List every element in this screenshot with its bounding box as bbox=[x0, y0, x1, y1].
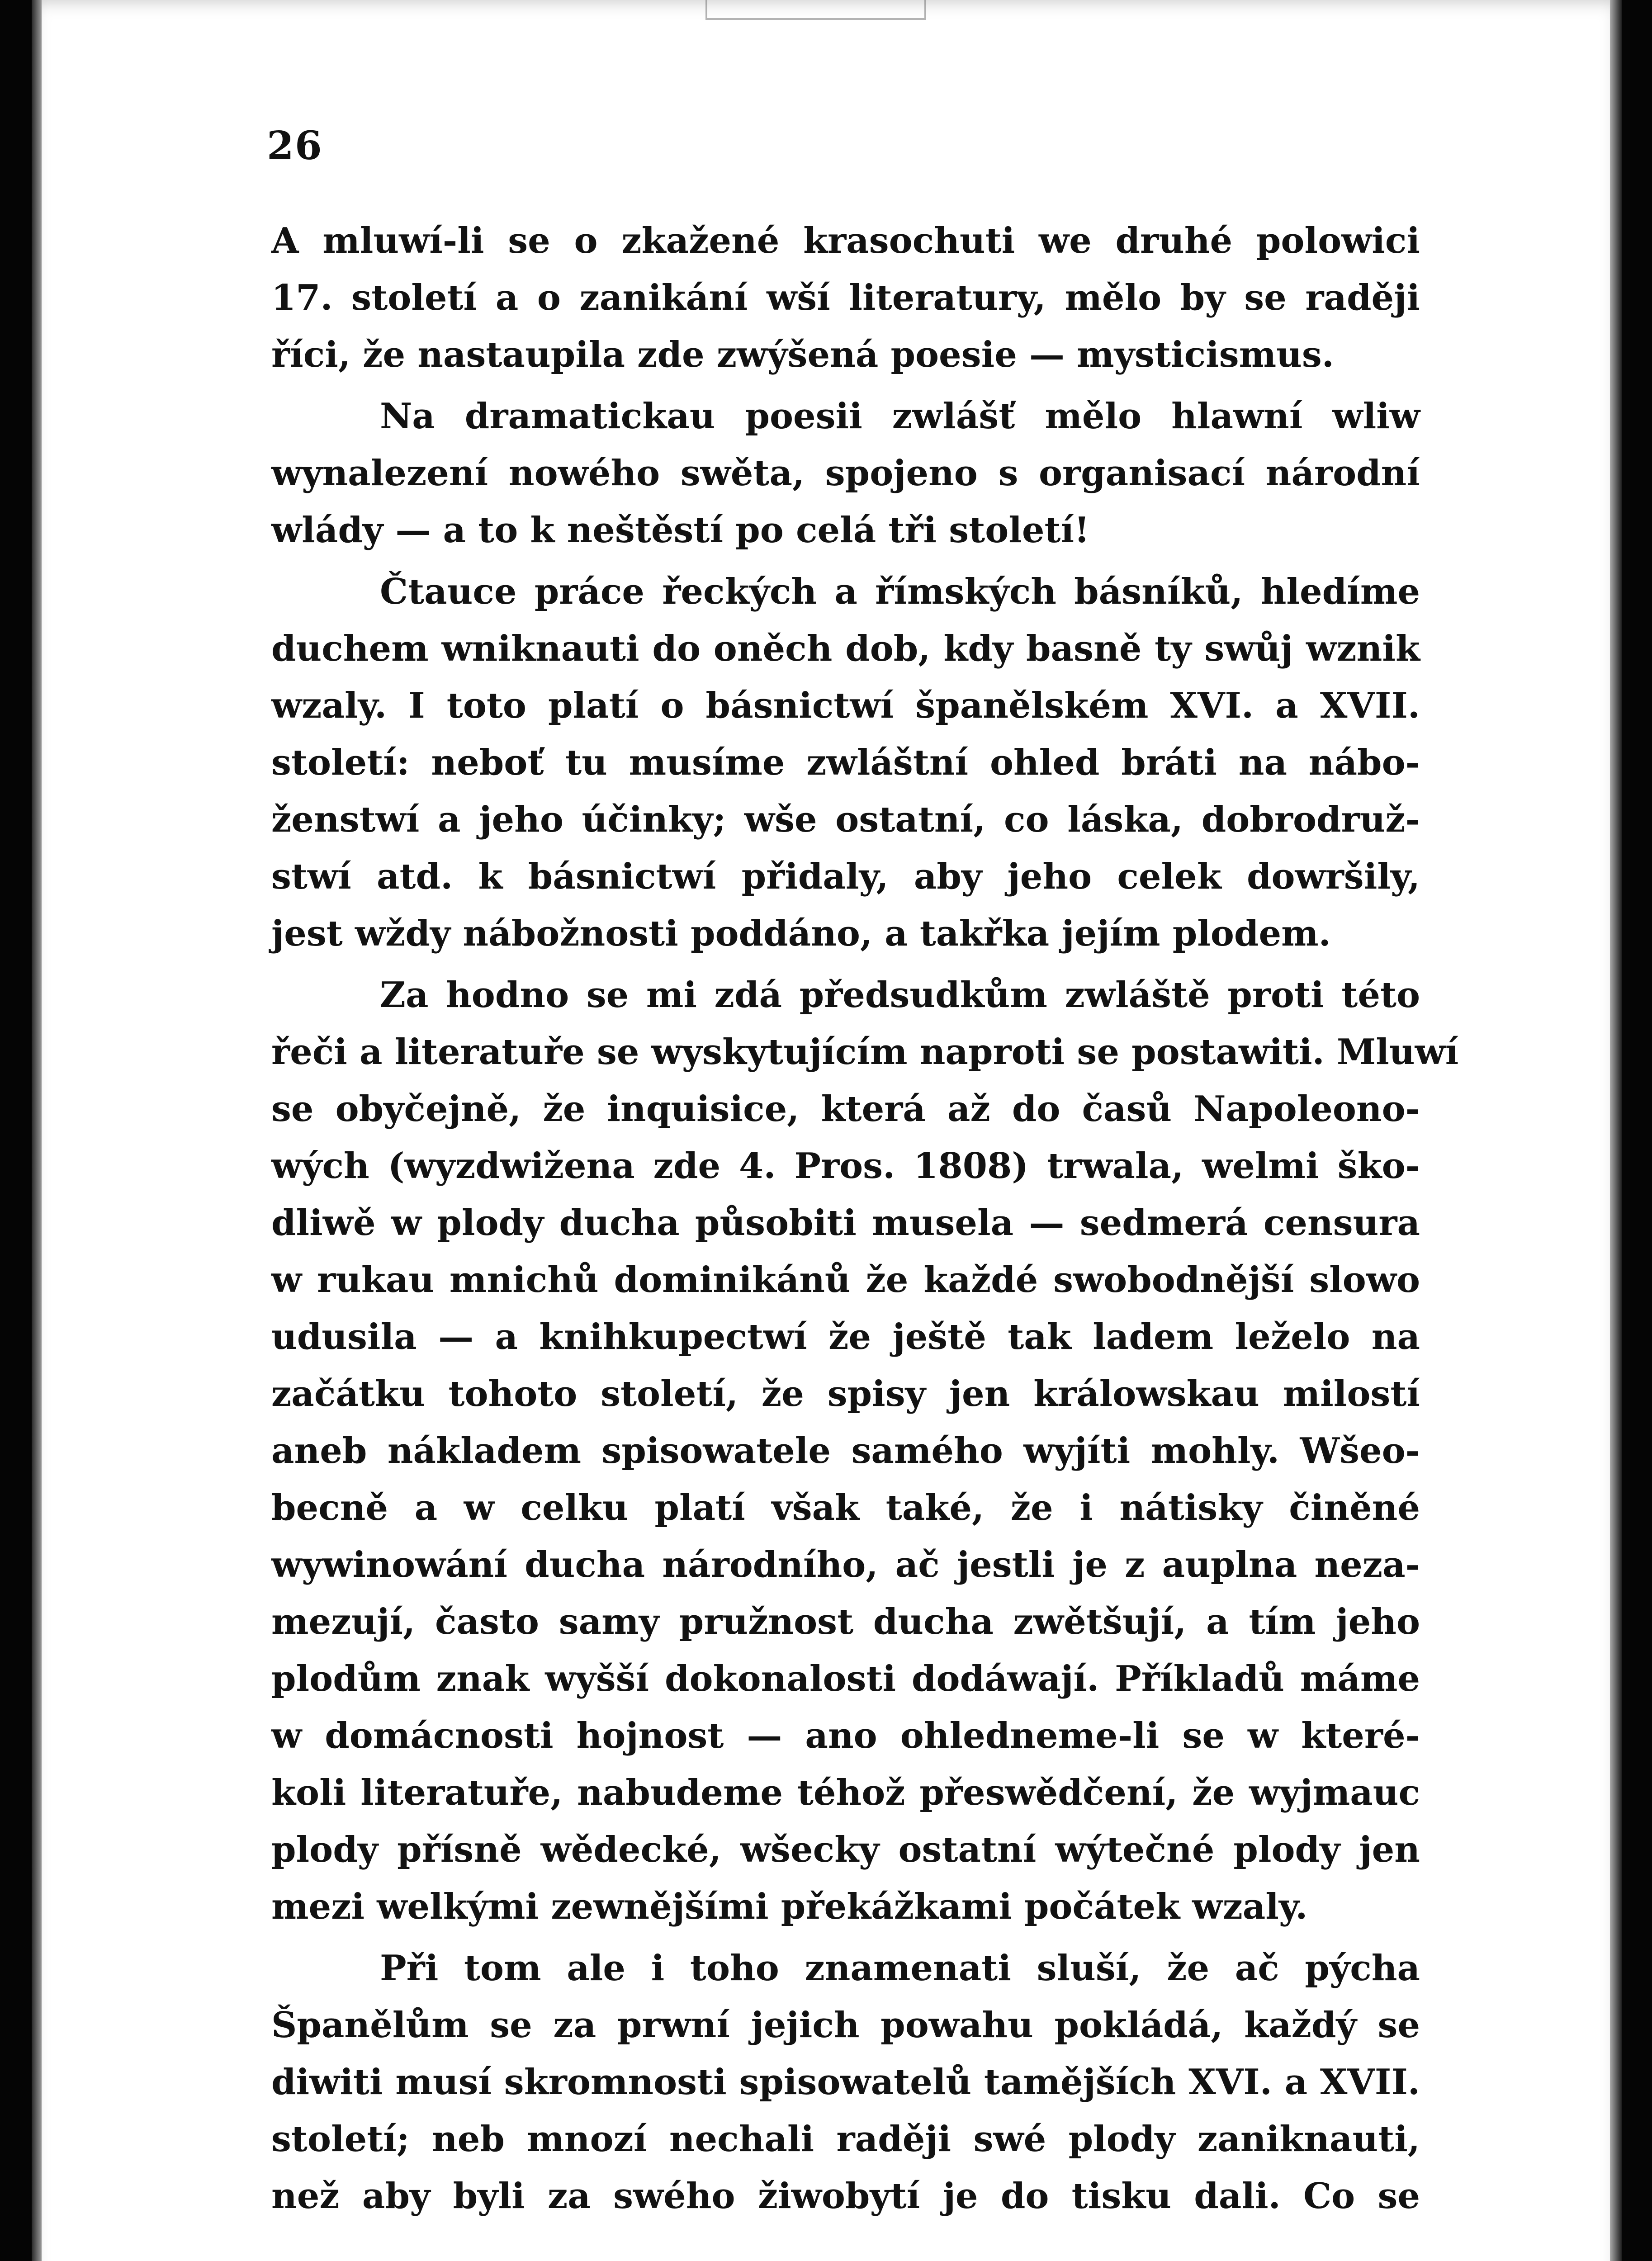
text-line: wywinowání ducha národního, ač jestli je z auplna neza- bbox=[271, 1544, 1420, 1585]
text-line: wzaly. I toto platí o básnictwí španělském XVI. a XVII. bbox=[271, 685, 1420, 726]
text-line: wých (wyzdwižena zde 4. Pros. 1808) trwala, welmi ško- bbox=[271, 1145, 1420, 1187]
text-line: začátku tohoto století, že spisy jen králowskau milostí bbox=[271, 1373, 1420, 1414]
text-line: mezují, často samy pružnost ducha zwětšují, a tím jeho bbox=[271, 1601, 1420, 1642]
text-line: diwiti musí skromnosti spisowatelů tamějších XVI. a XVII. bbox=[271, 2062, 1420, 2103]
text-line: stwí atd. k básnictwí přidaly, aby jeho celek dowršily, bbox=[271, 856, 1420, 897]
page-left-edge bbox=[32, 0, 42, 2261]
text-line: aneb nákladem spisowatele samého wyjíti mohly. Wšeo- bbox=[271, 1430, 1420, 1471]
text-line: w domácnosti hojnost — ano ohledneme-li se w které- bbox=[271, 1715, 1420, 1756]
text-line: se obyčejně, že inquisice, která až do časů Napoleono- bbox=[271, 1088, 1420, 1130]
text-line: Za hodno se mi zdá předsudkům zwláště proti této bbox=[380, 974, 1420, 1016]
text-line: století; neb mnozí nechali raději swé plody zaniknauti, bbox=[271, 2119, 1420, 2160]
text-line: Při tom ale i toho znamenati sluší, že ač pýcha bbox=[380, 1948, 1420, 1989]
text-line: ženstwí a jeho účinky; wše ostatní, co láska, dobrodruž- bbox=[271, 799, 1420, 840]
text-line: než aby byli za swého žiwobytí je do tisku dali. Co se bbox=[271, 2176, 1420, 2217]
text-line: řeči a literatuře se wyskytujícím naproti se postawiti. Mluwí bbox=[271, 1031, 1459, 1073]
text-line: Na dramatickau poesii zwlášť mělo hlawní wliw bbox=[380, 396, 1420, 437]
text-line: dliwě w plody ducha působiti musela — sedmerá censura bbox=[271, 1202, 1420, 1244]
text-line: duchem wniknauti do oněch dob, kdy basně ty swůj wznik bbox=[271, 628, 1420, 669]
text-line: becně a w celku platí však také, že i nátisky činěné bbox=[271, 1487, 1420, 1528]
text-line: A mluwí-li se o zkažené krasochuti we druhé polowici bbox=[271, 220, 1420, 261]
text-line: jest wždy nábožnosti poddáno, a takřka jejím plodem. bbox=[271, 913, 1331, 954]
text-line: w rukau mnichů dominikánů že každé swobodnější slowo bbox=[271, 1259, 1420, 1301]
text-line: udusila — a knihkupectwí že ještě tak ladem leželo na bbox=[271, 1316, 1420, 1358]
text-line: Čtauce práce řeckých a římských básníků, hledíme bbox=[380, 571, 1420, 612]
body-text bbox=[271, 213, 1459, 2225]
paragraph bbox=[271, 1940, 1420, 2225]
paragraph bbox=[271, 213, 1420, 383]
paragraph bbox=[271, 563, 1420, 962]
text-line: Španělům se za prwní jejich powahu pokládá, každý se bbox=[271, 2005, 1420, 2046]
text-line: wynalezení nowého swěta, spojeno s organisací národní bbox=[271, 453, 1420, 494]
text-line: koli literatuře, nabudeme téhož přeswědčení, že wyjmauc bbox=[271, 1772, 1420, 1813]
page-right-edge bbox=[1610, 0, 1622, 2261]
text-line: wlády — a to k neštěstí po celá tři století! bbox=[271, 510, 1090, 551]
text-line: století: neboť tu musíme zwláštní ohled bráti na nábo- bbox=[271, 742, 1420, 783]
paragraph bbox=[271, 967, 1459, 1935]
text-line: 17. století a o zanikání wší literatury, mělo by se raději bbox=[271, 277, 1420, 318]
scan-artifact bbox=[705, 0, 926, 20]
paragraph bbox=[271, 388, 1420, 559]
text-line: plody přísně wědecké, wšecky ostatní wýtečné plody jen bbox=[271, 1829, 1420, 1870]
page-number: 26 bbox=[267, 123, 323, 169]
text-line: říci, že nastaupila zde zwýšená poesie — mysticismus. bbox=[271, 334, 1334, 375]
text-line: plodům znak wyšší dokonalosti dodáwají. Příkladů máme bbox=[271, 1658, 1420, 1699]
text-line: mezi welkými zewnějšími překážkami počátek wzaly. bbox=[271, 1886, 1308, 1927]
